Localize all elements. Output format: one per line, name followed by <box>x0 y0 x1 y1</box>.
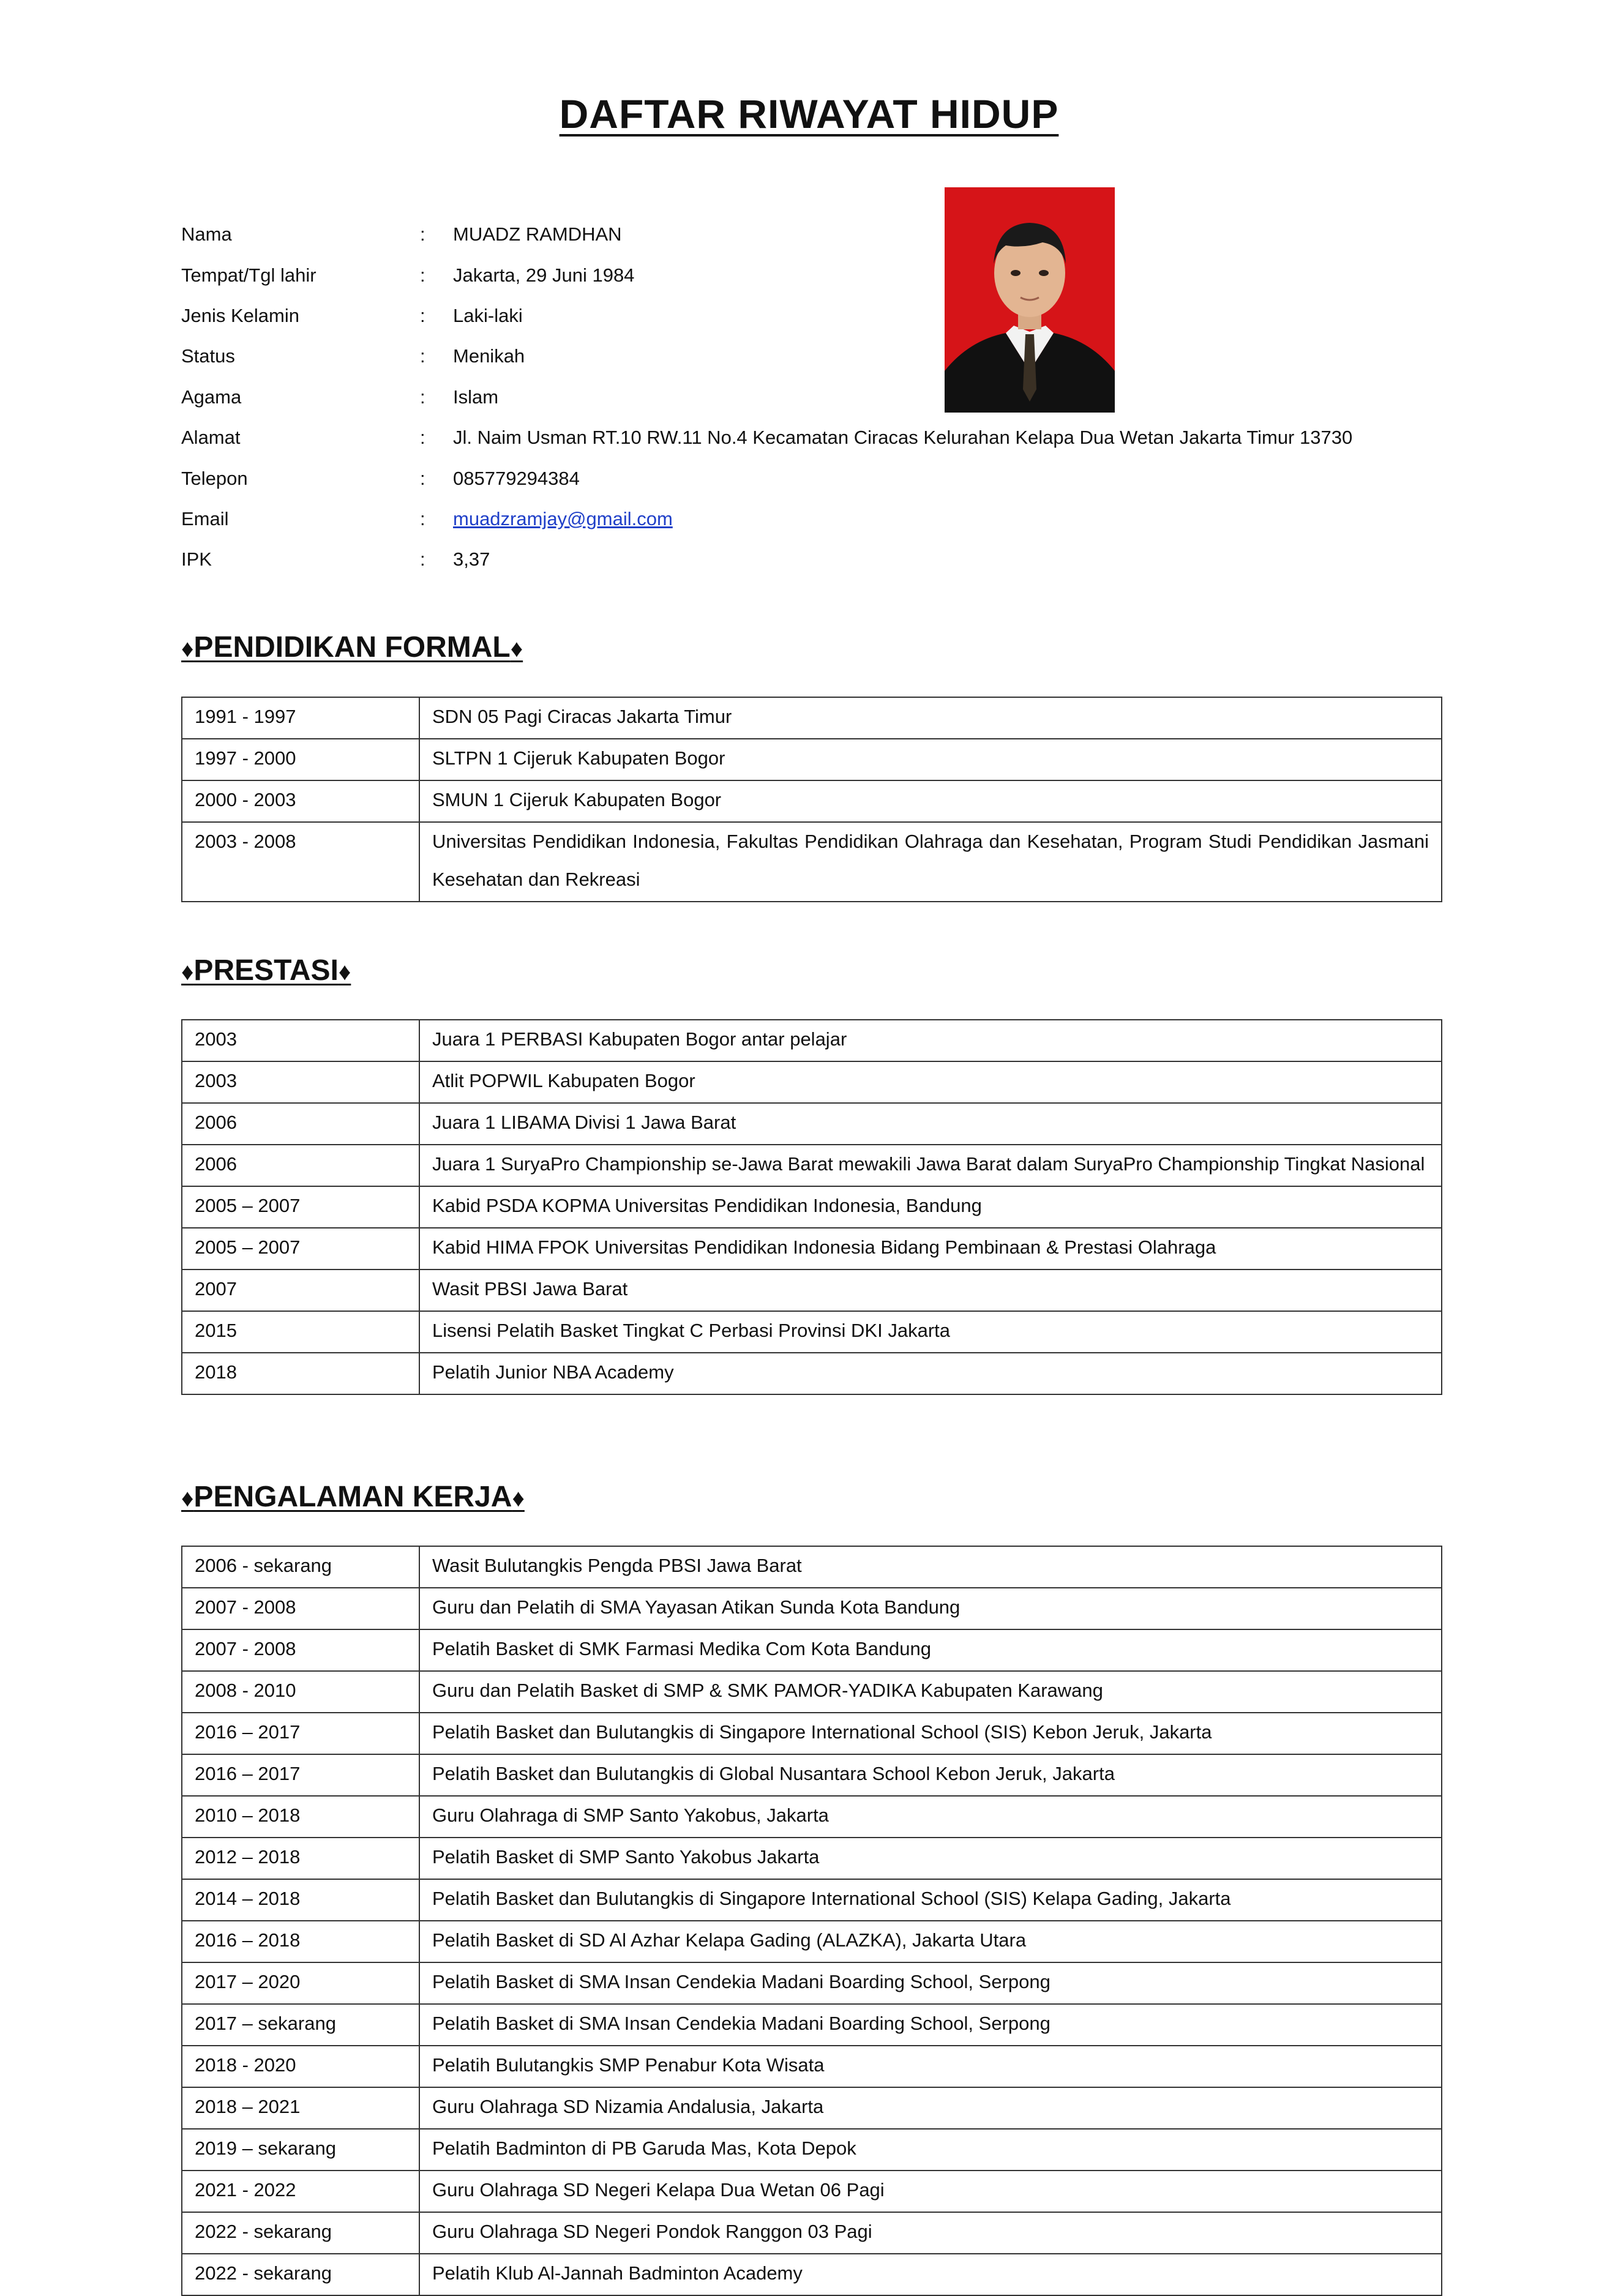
description-cell: Pelatih Junior NBA Academy <box>419 1353 1442 1394</box>
biodata-list <box>181 214 1467 580</box>
biodata-value <box>453 305 1467 327</box>
table-row <box>182 2046 1442 2087</box>
biodata-label: Email <box>181 507 229 529</box>
year-cell: 2000 - 2003 <box>182 780 419 822</box>
description-cell: Pelatih Basket di SMA Insan Cendekia Madani Boarding School, Serpong <box>419 2004 1442 2046</box>
table-row <box>182 1228 1442 1270</box>
table-pengalaman <box>181 1546 1442 2296</box>
description-cell: Lisensi Pelatih Basket Tingkat C Perbasi Provinsi DKI Jakarta <box>419 1311 1442 1353</box>
table-row <box>182 1671 1442 1713</box>
biodata-value <box>453 345 1467 367</box>
section-title-prestasi: ♦PRESTASI♦ <box>181 954 351 987</box>
table-row <box>182 780 1442 822</box>
year-cell: 2006 <box>182 1103 419 1145</box>
biodata-colon: : <box>420 427 425 449</box>
year-cell: 2022 - sekarang <box>182 2254 419 2295</box>
section-title-text: PENGALAMAN KERJA <box>193 1481 512 1513</box>
year-cell: 2018 – 2021 <box>182 2087 419 2129</box>
biodata-value-text: Menikah <box>453 345 525 367</box>
biodata-row <box>181 499 1467 539</box>
description-cell: Universitas Pendidikan Indonesia, Fakultas Pendidikan Olahraga dan Kesehatan, Program Studi Pendidikan Jasmani Kesehatan dan Rekreasi <box>419 822 1442 902</box>
year-cell: 2018 <box>182 1353 419 1394</box>
table-row <box>182 1629 1442 1671</box>
table-row <box>182 1921 1442 1962</box>
year-cell: 2014 – 2018 <box>182 1879 419 1921</box>
table-row <box>182 2171 1442 2212</box>
biodata-row <box>181 539 1467 580</box>
table-row <box>182 739 1442 780</box>
year-cell: 2003 <box>182 1061 419 1103</box>
table-pendidikan <box>181 697 1442 902</box>
description-cell: Atlit POPWIL Kabupaten Bogor <box>419 1061 1442 1103</box>
year-cell: 1997 - 2000 <box>182 739 419 780</box>
table-row <box>182 2087 1442 2129</box>
biodata-value <box>453 386 1467 408</box>
biodata-value-text: Islam <box>453 386 499 408</box>
table-prestasi <box>181 1019 1442 1395</box>
section-title-text: PRESTASI <box>193 954 339 987</box>
year-cell: 2015 <box>182 1311 419 1353</box>
description-cell: Pelatih Basket dan Bulutangkis di Global Nusantara School Kebon Jeruk, Jakarta <box>419 1754 1442 1796</box>
year-cell: 2016 – 2018 <box>182 1921 419 1962</box>
description-cell: Pelatih Basket dan Bulutangkis di Singapore International School (SIS) Kelapa Gading, Jakarta <box>419 1879 1442 1921</box>
description-cell: Juara 1 LIBAMA Divisi 1 Jawa Barat <box>419 1103 1442 1145</box>
description-cell: Wasit PBSI Jawa Barat <box>419 1270 1442 1311</box>
description-cell: Juara 1 SuryaPro Championship se-Jawa Barat mewakili Jawa Barat dalam SuryaPro Championship Tingkat Nasional <box>419 1145 1442 1186</box>
year-cell: 2007 - 2008 <box>182 1629 419 1671</box>
year-cell: 2016 – 2017 <box>182 1713 419 1754</box>
year-cell: 2003 - 2008 <box>182 822 419 902</box>
year-cell: 2007 <box>182 1270 419 1311</box>
year-cell: 2022 - sekarang <box>182 2212 419 2254</box>
description-cell: Pelatih Basket di SMA Insan Cendekia Madani Boarding School, Serpong <box>419 1962 1442 2004</box>
year-cell: 2016 – 2017 <box>182 1754 419 1796</box>
year-cell: 2010 – 2018 <box>182 1796 419 1838</box>
description-cell: Pelatih Basket dan Bulutangkis di Singapore International School (SIS) Kebon Jeruk, Jakarta <box>419 1713 1442 1754</box>
biodata-label: IPK <box>181 548 212 570</box>
description-cell: Pelatih Basket di SMP Santo Yakobus Jakarta <box>419 1838 1442 1879</box>
description-cell: Pelatih Basket di SMK Farmasi Medika Com Kota Bandung <box>419 1629 1442 1671</box>
document-title <box>0 91 1618 137</box>
year-cell: 2006 <box>182 1145 419 1186</box>
biodata-label: Status <box>181 345 235 367</box>
biodata-value <box>453 468 1467 490</box>
biodata-value <box>453 548 1467 570</box>
biodata-value-text: MUADZ RAMDHAN <box>453 223 622 245</box>
year-cell: 2017 – 2020 <box>182 1962 419 2004</box>
biodata-value-text: Laki-laki <box>453 304 523 326</box>
biodata-value-text: Jakarta, 29 Juni 1984 <box>453 264 635 286</box>
table-row <box>182 1145 1442 1186</box>
table-row <box>182 1103 1442 1145</box>
biodata-value-text: 3,37 <box>453 548 490 570</box>
biodata-colon: : <box>420 264 425 286</box>
table-row <box>182 1061 1442 1103</box>
description-cell: Kabid HIMA FPOK Universitas Pendidikan Indonesia Bidang Pembinaan & Prestasi Olahraga <box>419 1228 1442 1270</box>
document-title-text: DAFTAR RIWAYAT HIDUP <box>559 91 1059 136</box>
biodata-colon: : <box>420 507 425 529</box>
year-cell: 2005 – 2007 <box>182 1186 419 1228</box>
table-row <box>182 1962 1442 2004</box>
year-cell: 2003 <box>182 1020 419 1061</box>
biodata-label: Telepon <box>181 467 248 489</box>
table-row <box>182 1546 1442 1588</box>
table-row <box>182 2129 1442 2171</box>
biodata-row <box>181 214 1467 255</box>
biodata-row <box>181 458 1467 498</box>
year-cell: 2005 – 2007 <box>182 1228 419 1270</box>
biodata-value <box>453 427 1467 449</box>
description-cell: Guru Olahraga SD Negeri Kelapa Dua Wetan 06 Pagi <box>419 2171 1442 2212</box>
biodata-colon: : <box>420 223 425 245</box>
year-cell: 2012 – 2018 <box>182 1838 419 1879</box>
section-title-text: PENDIDIKAN FORMAL <box>193 631 511 664</box>
biodata-value-text: 085779294384 <box>453 467 580 489</box>
description-cell: SMUN 1 Cijeruk Kabupaten Bogor <box>419 780 1442 822</box>
description-cell: Kabid PSDA KOPMA Universitas Pendidikan Indonesia, Bandung <box>419 1186 1442 1228</box>
section-title-pengalaman: ♦PENGALAMAN KERJA♦ <box>181 1481 525 1513</box>
table-row <box>182 1353 1442 1394</box>
year-cell: 1991 - 1997 <box>182 697 419 739</box>
year-cell: 2006 - sekarang <box>182 1546 419 1588</box>
description-cell: SDN 05 Pagi Ciracas Jakarta Timur <box>419 697 1442 739</box>
table-row <box>182 1838 1442 1879</box>
table-row <box>182 2212 1442 2254</box>
biodata-row <box>181 377 1467 417</box>
table-row <box>182 1270 1442 1311</box>
description-cell: Guru dan Pelatih di SMA Yayasan Atikan Sunda Kota Bandung <box>419 1588 1442 1629</box>
biodata-colon: : <box>420 345 425 367</box>
biodata-colon: : <box>420 548 425 570</box>
email-link[interactable]: muadzramjay@gmail.com <box>453 507 673 529</box>
description-cell: Guru Olahraga SD Nizamia Andalusia, Jakarta <box>419 2087 1442 2129</box>
biodata-colon: : <box>420 304 425 326</box>
biodata-label: Jenis Kelamin <box>181 304 299 326</box>
year-cell: 2021 - 2022 <box>182 2171 419 2212</box>
biodata-label: Nama <box>181 223 232 245</box>
description-cell: Pelatih Basket di SD Al Azhar Kelapa Gading (ALAZKA), Jakarta Utara <box>419 1921 1442 1962</box>
section-title-pendidikan: ♦PENDIDIKAN FORMAL♦ <box>181 631 523 664</box>
biodata-label: Tempat/Tgl lahir <box>181 264 316 286</box>
biodata-row <box>181 296 1467 336</box>
description-cell: Pelatih Bulutangkis SMP Penabur Kota Wisata <box>419 2046 1442 2087</box>
table-row <box>182 1311 1442 1353</box>
description-cell: Guru Olahraga SD Negeri Pondok Ranggon 03 Pagi <box>419 2212 1442 2254</box>
table-row <box>182 2004 1442 2046</box>
description-cell: Guru dan Pelatih Basket di SMP & SMK PAMOR-YADIKA Kabupaten Karawang <box>419 1671 1442 1713</box>
table-row <box>182 1186 1442 1228</box>
description-cell: Wasit Bulutangkis Pengda PBSI Jawa Barat <box>419 1546 1442 1588</box>
year-cell: 2019 – sekarang <box>182 2129 419 2171</box>
year-cell: 2008 - 2010 <box>182 1671 419 1713</box>
biodata-value <box>453 508 1467 530</box>
table-row <box>182 1020 1442 1061</box>
table-row <box>182 1713 1442 1754</box>
table-row <box>182 1796 1442 1838</box>
biodata-row <box>181 255 1467 295</box>
biodata-value-text: Jl. Naim Usman RT.10 RW.11 No.4 Kecamatan Ciracas Kelurahan Kelapa Dua Wetan Jakarta Timur 13730 <box>453 427 1353 449</box>
description-cell: Guru Olahraga di SMP Santo Yakobus, Jakarta <box>419 1796 1442 1838</box>
description-cell: Pelatih Klub Al-Jannah Badminton Academy <box>419 2254 1442 2295</box>
biodata-row <box>181 336 1467 376</box>
table-row <box>182 822 1442 902</box>
table-row <box>182 1754 1442 1796</box>
table-row <box>182 1879 1442 1921</box>
year-cell: 2017 – sekarang <box>182 2004 419 2046</box>
table-row <box>182 2254 1442 2295</box>
biodata-colon: : <box>420 386 425 408</box>
biodata-value <box>453 264 1467 286</box>
year-cell: 2007 - 2008 <box>182 1588 419 1629</box>
biodata-label: Agama <box>181 386 242 408</box>
biodata-label: Alamat <box>181 427 241 449</box>
description-cell: SLTPN 1 Cijeruk Kabupaten Bogor <box>419 739 1442 780</box>
biodata-value <box>453 223 1467 245</box>
biodata-colon: : <box>420 467 425 489</box>
table-row <box>182 697 1442 739</box>
year-cell: 2018 - 2020 <box>182 2046 419 2087</box>
table-row <box>182 1588 1442 1629</box>
description-cell: Pelatih Badminton di PB Garuda Mas, Kota Depok <box>419 2129 1442 2171</box>
biodata-row <box>181 417 1467 458</box>
description-cell: Juara 1 PERBASI Kabupaten Bogor antar pelajar <box>419 1020 1442 1061</box>
